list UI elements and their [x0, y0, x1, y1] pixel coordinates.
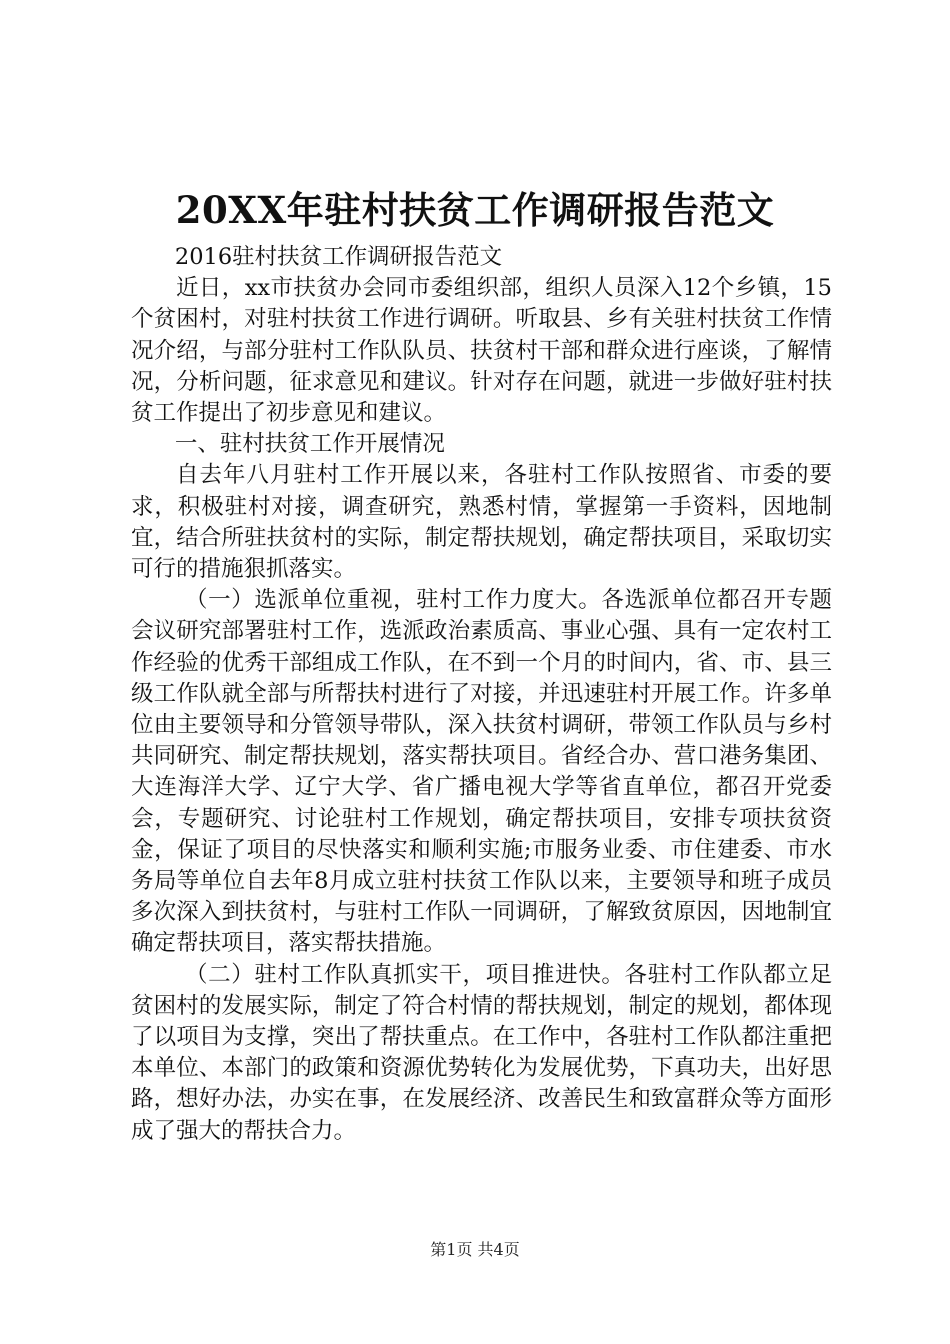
subsection-1-paragraph: （一）选派单位重视，驻村工作力度大。各选派单位都召开专题会议研究部署驻村工作，选派政治素质高、事业心强、具有一定农村工作经验的优秀干部组成工作队，在不到一个月的时间内，省、市、县三级工作队就全部与所帮扶村进行了对接，并迅速驻村开展工作。许多单位由主要领导和分管领导带队，深入扶贫村调研，带领工作队员与乡村共同研究、制定帮扶规划，落实帮扶项目。省经合办、营口港务集团、大连海洋大学、辽宁大学、省广播电视大学等省直单位，都召开党委会，专题研究、讨论驻村工作规划，确定帮扶项目，安排专项扶贫资金，保证了项目的尽快落实和顺利实施;市服务业委、市住建委、市水务局等单位自去年8月成立驻村扶贫工作队以来，主要领导和班子成员多次深入到扶贫村，与驻村工作队一同调研，了解致贫原因，因地制宜确定帮扶项目，落实帮扶措施。	[131, 587, 832, 957]
page-number: 第1页 共4页	[430, 1240, 520, 1259]
overview-paragraph: 自去年八月驻村工作开展以来，各驻村工作队按照省、市委的要求，积极驻村对接，调查研究，熟悉村情，掌握第一手资料，因地制宜，结合所驻扶贫村的实际，制定帮扶规划，确定帮扶项目，采取切实可行的措施狠抓落实。	[131, 462, 832, 583]
document-title: 20XX年驻村扶贫工作调研报告范文	[175, 188, 775, 232]
section-heading: 一、驻村扶贫工作开展情况	[174, 431, 445, 458]
subsection-2-paragraph: （二）驻村工作队真抓实干，项目推进快。各驻村工作队都立足贫困村的发展实际，制定了符合村情的帮扶规划，制定的规划，都体现了以项目为支撑，突出了帮扶重点。在工作中，各驻村工作队都注重把本单位、本部门的政策和资源优势转化为发展优势，下真功夫，出好思路，想好办法，办实在事，在发展经济、改善民生和致富群众等方面形成了强大的帮扶合力。	[131, 961, 832, 1144]
document-subtitle: 2016驻村扶贫工作调研报告范文	[174, 244, 503, 270]
document-body	[131, 242, 832, 1147]
intro-paragraph: 近日，xx市扶贫办会同市委组织部，组织人员深入12个乡镇，15个贫困村，对驻村扶贫工作进行调研。听取县、乡有关驻村扶贫工作情况介绍，与部分驻村工作队队员、扶贫村干部和群众进行座谈，了解情况，分析问题，征求意见和建议。针对存在问题，就进一步做好驻村扶贫工作提出了初步意见和建议。	[131, 275, 832, 427]
